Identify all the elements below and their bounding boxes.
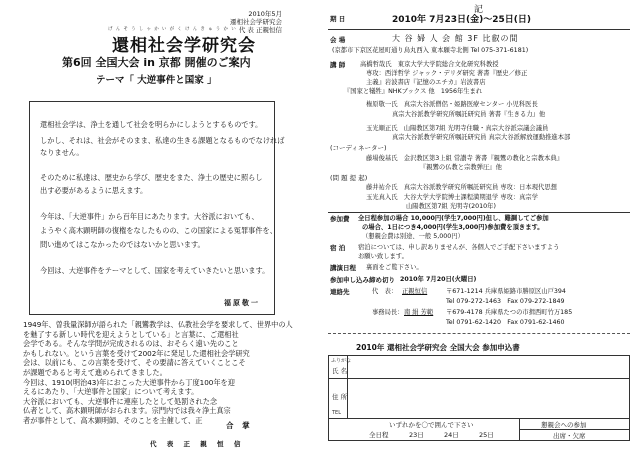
body-line: が課題であると考えて進められてきました。 <box>23 367 167 377</box>
deadline-label: 参加申し込み締め切り <box>330 276 395 284</box>
issue-date: 2010年5月 <box>248 10 282 18</box>
intro-line: 今回は、大逆事件をテーマとして、国家を考えていきたいと思います。 <box>40 266 270 275</box>
lecturer-label: 講 師 <box>330 61 346 69</box>
body-line: えるにあたり、「大逆事件と国家」について考えます。 <box>23 387 199 397</box>
coordinator-line: 藤場俊基氏 金沢教区第3上組 常讃寺 著書『親鸞の教化と宗教本典』 <box>366 155 563 162</box>
tel-label: TEL <box>332 410 341 416</box>
divider <box>328 29 630 30</box>
presenter-line: 藤井祐介氏 真宗大谷派教学研究所嘱託研究員 専攻：日本現代思想 <box>366 184 557 191</box>
lodging-line: 宿泊については、申し訳ありませんが、各個人でご手配下さいますよう <box>358 244 560 251</box>
office-tel: Tel 0791-62-1420 Fax 0791-62-1460 <box>446 319 565 326</box>
rep-tel: Tel 079-272-1463 Fax 079-272-1849 <box>446 298 565 305</box>
lecturer-line: 高橋哲哉氏 東京大学大学院総合文化研究科教授 <box>360 61 499 68</box>
body-line: 会は、以前にも、この言葉を受けて、その要請に答えていくことこそ <box>23 358 246 368</box>
venue-label: 会 場 <box>330 36 346 44</box>
fee-line: （懇親会費は別途、一般 5,000円） <box>362 233 464 240</box>
form-divider <box>329 418 629 419</box>
ki-heading: 記 <box>474 5 484 15</box>
body-line: 者が事件として、高木顕明師、そのことを主催して、正 <box>23 415 203 425</box>
intro-box <box>29 101 285 315</box>
organization-name: 遷相社会学研究会 <box>230 18 282 26</box>
lecturer-line: 主義』岩波書店『記憶のエチカ』岩波書店 <box>366 79 486 86</box>
form-divider <box>519 429 629 430</box>
choice-day-24[interactable]: 24日 <box>444 431 459 439</box>
party-choice[interactable]: 出席・欠席 <box>553 432 586 440</box>
event-subtitle: 第6回 全国大会 in 京都 開催のご案内 <box>62 56 251 69</box>
venue-address: (京都市下京区花屋町通り烏丸西入 東本願寺北側 Tel 075-371-6181) <box>332 47 529 54</box>
furigana-label: ふりがな <box>331 358 352 364</box>
form-divider <box>329 378 629 379</box>
divider <box>328 212 630 213</box>
presenter-line: 玉光真入氏 大谷大学大学院博士課程満期退学 専攻：真宗学 <box>366 194 539 201</box>
rep-address: 〒671-1214 兵庫県姫路市勝原区山戸394 <box>446 288 566 295</box>
cut-line <box>328 333 630 334</box>
lodging-label: 宿 泊 <box>330 244 346 252</box>
coordinator-label: (コーディネーター) <box>330 144 387 152</box>
office-address: 〒679-4178 兵庫県たつの市揖西町竹万185 <box>446 309 573 316</box>
coordinator-line: 『親鸞の仏教と宗教弾圧』他 <box>420 164 502 171</box>
lecturer-line: 『国家と犠牲』NHKブックス 他 1956年生まれ <box>344 88 483 95</box>
office-name: 南 絹 芳範 <box>404 309 434 316</box>
presenter-line: 山陽教区第7組 光明寺(2010年) <box>406 203 496 210</box>
name-label: 氏 名 <box>332 367 348 375</box>
schedule-label: 講演日程 <box>330 264 356 272</box>
date-value: 2010年 7月23日(金)〜25日(日) <box>392 15 531 25</box>
body-line: を魅了する新しい時代を迎えようとしている」と言葉に、ご還相社 <box>23 329 239 339</box>
choice-day-23[interactable]: 23日 <box>409 431 424 439</box>
rep-role: 代 表： <box>372 288 398 295</box>
body-text <box>23 320 293 426</box>
choice-note: いずれかを〇で囲んで下さい <box>389 421 474 429</box>
intro-signature: 福原敬一 <box>224 298 260 307</box>
intro-line: ようやく高木顕明師の復権をなしたものの、この国家による冤罪事件を、 <box>40 226 277 235</box>
lecturer-line: 専攻：西洋哲学 ジャック・デリダ研究 著書『歴史／修正 <box>366 70 528 77</box>
document-title: 還相社会学研究会 <box>112 36 256 56</box>
intro-line: 問い進めてはこなかったのではないかと思います。 <box>40 240 205 249</box>
fee-line: の場合、1日につき4,000円(学生3,000円)参加費を頂きます。 <box>362 224 544 231</box>
lecturer-line: 玉光順正氏 山陽教区第7組 光明寺住職・真宗大谷派宗議会議員 <box>366 125 549 132</box>
party-label: 懇親会への参加 <box>541 421 587 429</box>
office-role: 事務局長： <box>372 309 404 316</box>
body-line: 大谷派においても、大逆事件に連座したとして処罰された念 <box>23 396 218 406</box>
body-line: かもしれない。という言葉を受けて2002年に発足した還相社会学研究 <box>23 348 250 358</box>
representative: 代 表 正親恒信 <box>238 26 282 34</box>
intro-line: 今年は、「大逆事件」から百年目にあたります。大谷派においても、 <box>40 212 259 221</box>
intro-line: 還相社会学は、浄土を通して社会を明らかにしようとするものです。 <box>40 120 263 129</box>
body-line: 仏者として、高木顕明師がおられます。宗門内では我々浄土真宗 <box>23 406 231 416</box>
lecturer-line: 真宗大谷派教学研究所嘱託研究員 真宗大谷派解放運動推進本部 <box>392 134 571 141</box>
presenter-label: (問 題 提 起) <box>330 174 368 182</box>
choice-day-25[interactable]: 25日 <box>479 431 494 439</box>
fee-line: 全日程参加の場合 10,000円(学生7,000円)但し、難調してご参加 <box>358 215 549 222</box>
body-line: 会学である。そんな学問が完成されるのは、おそらく遠い先のこと <box>23 339 239 349</box>
rep-name: 正親恒信 <box>402 288 428 295</box>
application-title: 2010年 還相社会学研究会 全国大会 参加申込書 <box>356 343 520 352</box>
event-theme: テーマ「 大逆事件と国家 」 <box>96 75 217 86</box>
body-representative: 代 表 正 親 恒 信 <box>150 440 245 448</box>
application-form <box>328 355 630 441</box>
contact-label: 連絡先 <box>330 288 350 296</box>
title-ruby: げんそうしゃかいがくけんきゅうかい <box>108 27 239 32</box>
lecturer-line: 権原敬一氏 真宗大谷派僧侶・姫路医療センター 小児科医長 <box>366 101 538 108</box>
intro-line: 出す必要があるように思えます。 <box>40 186 148 195</box>
intro-line: なりません。 <box>40 148 84 157</box>
body-line: 1949年、曽我量深師が語られた「親鸞教学は、仏教社会学を要求して、世界中の人 <box>23 320 293 329</box>
choice-all-days[interactable]: 全日程 <box>369 431 389 439</box>
intro-line: そのために私達は、歴史から学び、歴史をまた、浄土の歴史に照らし <box>40 173 263 182</box>
address-label: 住 所 <box>332 393 348 401</box>
fee-label: 参加費 <box>330 215 350 223</box>
body-signature: 合 掌 <box>226 421 253 430</box>
intro-line: しかし、それは、社会がそのまま、私達の生きる課題となるものでなければ <box>40 136 285 145</box>
date-label: 期 日 <box>330 15 346 23</box>
schedule-value: 裏面をご覧下さい。 <box>366 264 423 271</box>
lecturer-line: 真宗大谷派教学研究所嘱託研究員 著書『生きる力』他 <box>392 111 546 118</box>
form-divider <box>347 356 348 418</box>
body-line: 今回は、1910(明治43)年におこった大逆事件から丁度100年を迎 <box>23 377 235 387</box>
deadline-value: 2010年 7月20日(火曜日) <box>400 276 477 283</box>
lodging-line: お願い致します。 <box>358 253 408 260</box>
venue-value: 大 谷 婦 人 会 館 3F 比叡の間 <box>392 34 519 43</box>
